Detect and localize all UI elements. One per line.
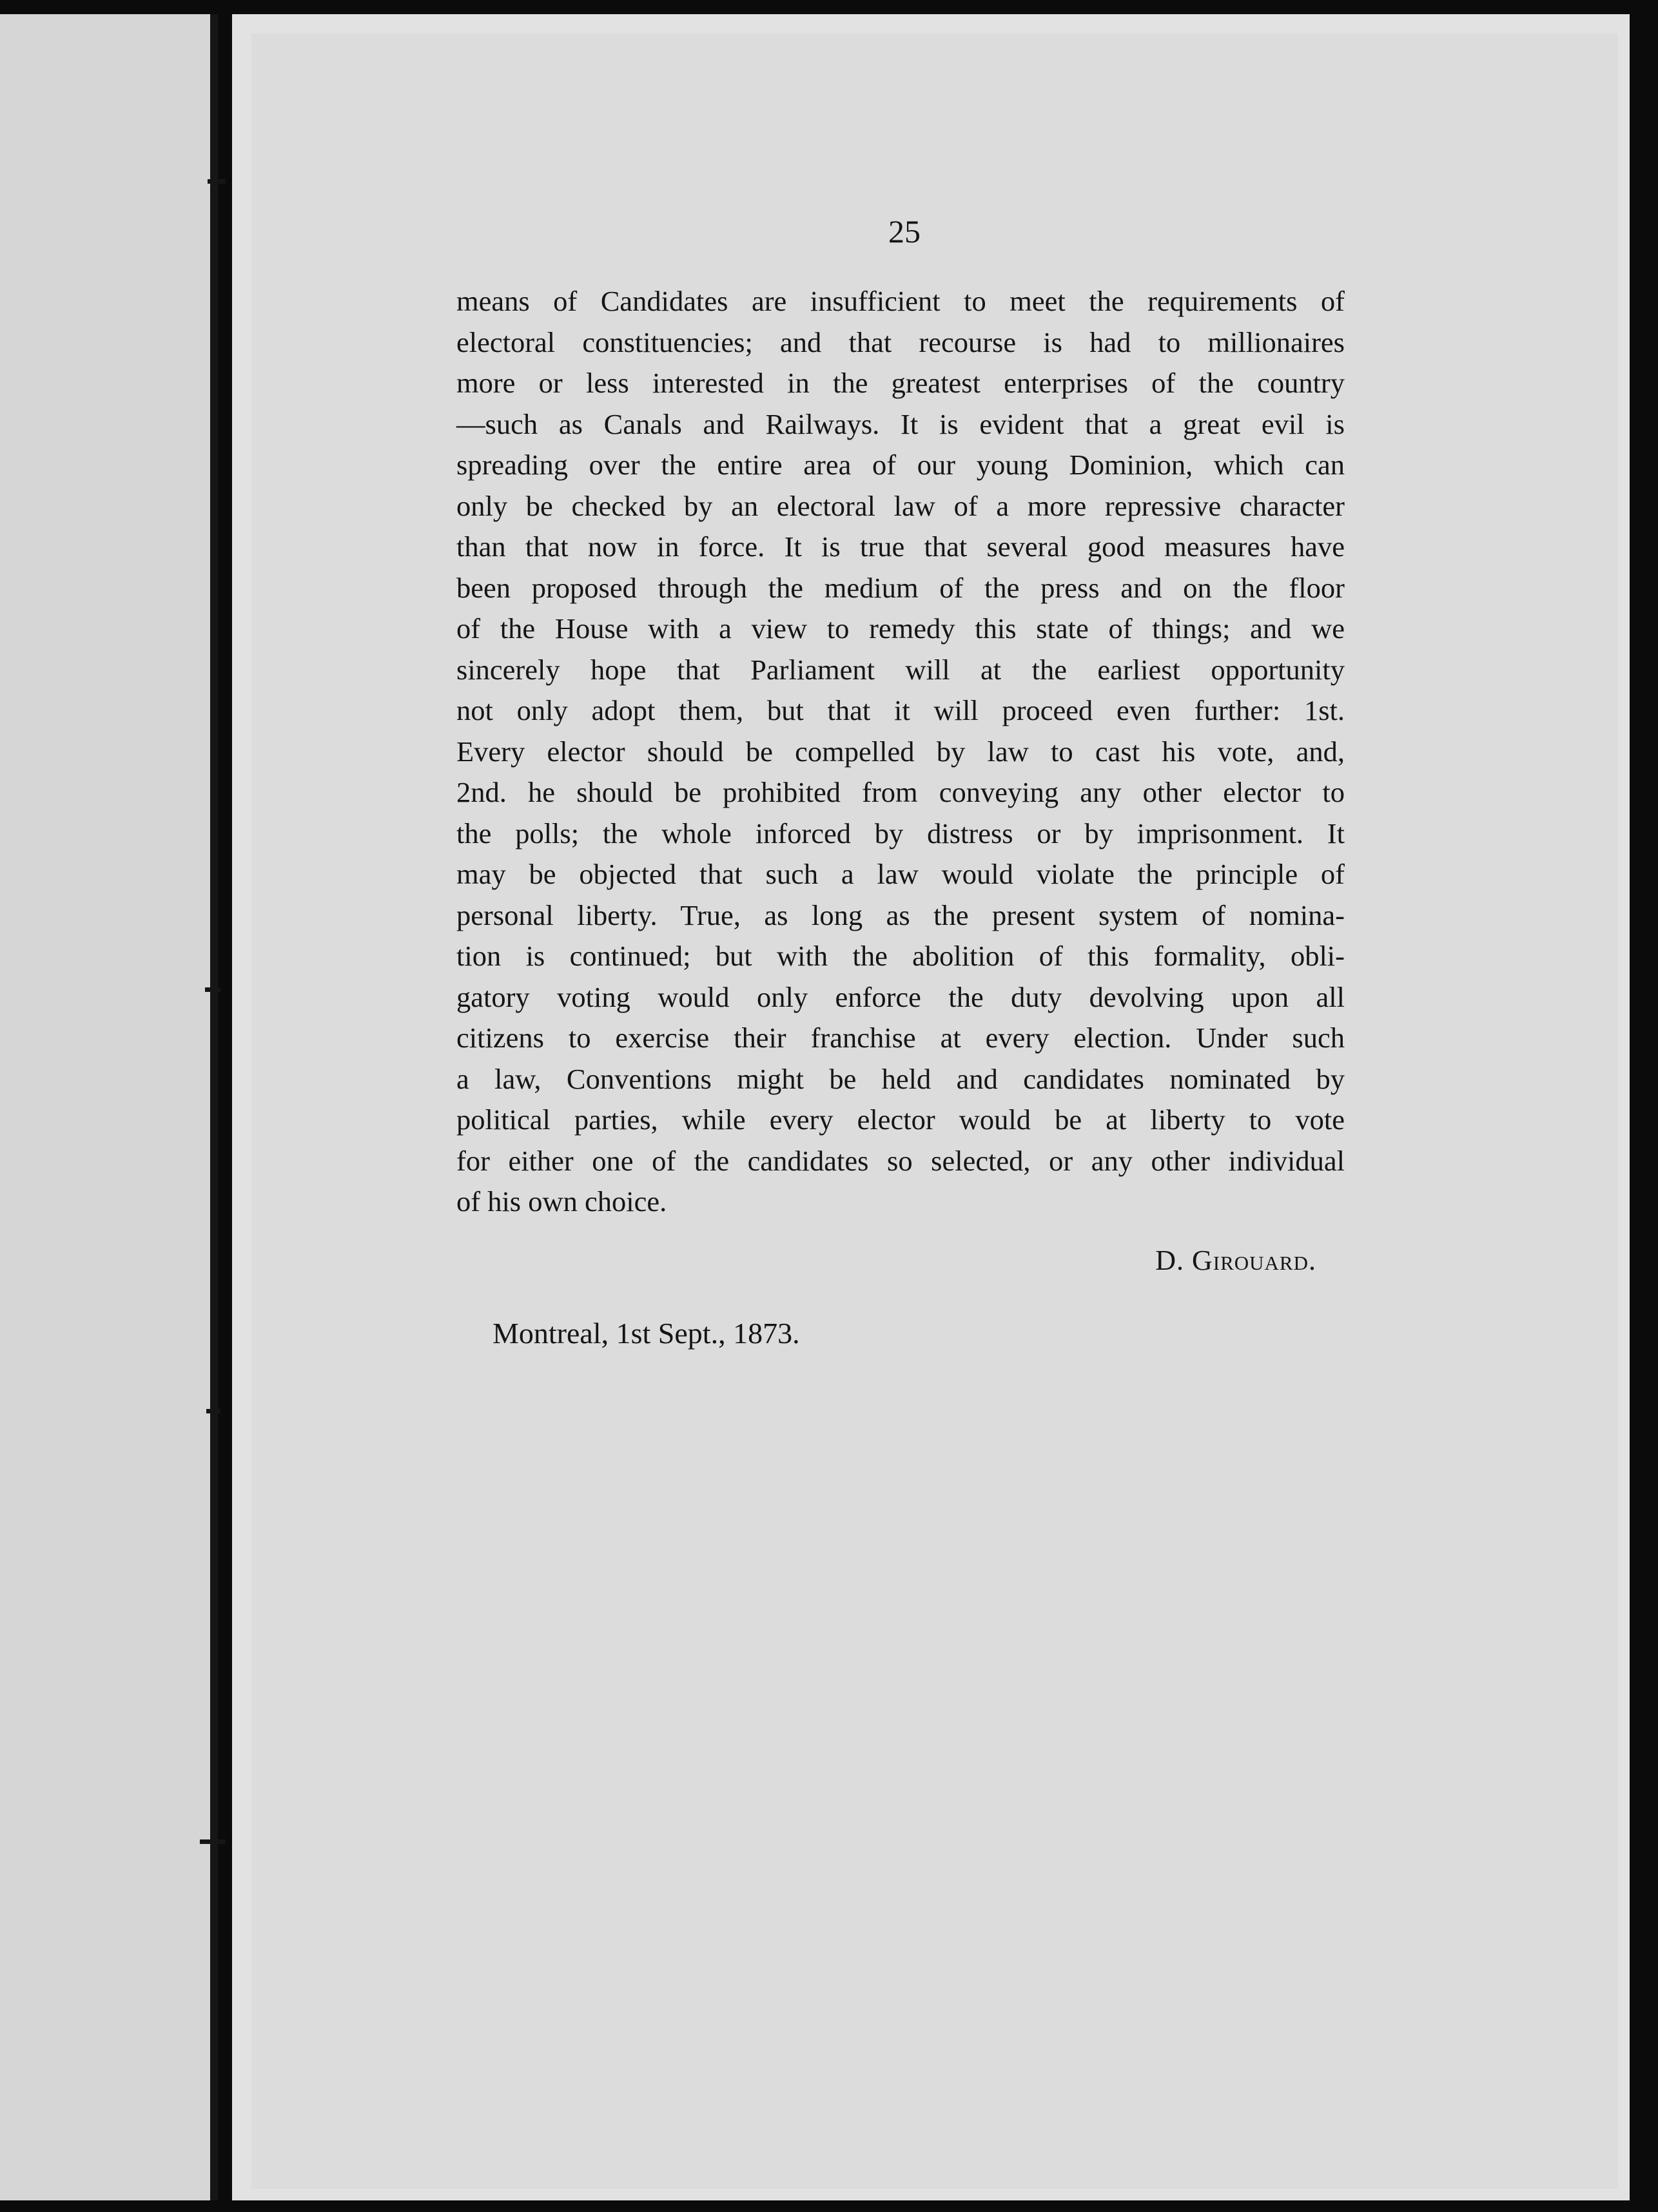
book-spine <box>210 14 218 2200</box>
text-line: Every elector should be compelled by law to cast his vote, and, <box>456 735 1345 768</box>
text-line: a law, Conventions might be held and candidates nominated by <box>456 1062 1345 1095</box>
text-line: tion is continued; but with the abolition of this formality, obli- <box>456 940 1345 972</box>
text-line: for either one of the candidates so selected, or any other individual <box>456 1144 1345 1177</box>
author-signature: D. Girouard. <box>1155 1245 1316 1276</box>
dateline: Montreal, 1st Sept., 1873. <box>493 1317 800 1350</box>
text-line: not only adopt them, but that it will proceed even further: 1st. <box>456 694 1345 726</box>
text-line: means of Candidates are insufficient to meet the requirements of <box>456 285 1345 317</box>
text-line: only be checked by an electoral law of a more repressive character <box>456 489 1345 522</box>
text-line: sincerely hope that Parliament will at the earliest opportunity <box>456 653 1345 686</box>
text-line: 2nd. he should be prohibited from conveying any other elector to <box>456 776 1345 808</box>
text-line: gatory voting would only enforce the duty devolving upon all <box>456 980 1345 1013</box>
text-line: spreading over the entire area of our young Dominion, which can <box>456 449 1345 481</box>
text-line: personal liberty. True, as long as the present system of nomina- <box>456 898 1345 931</box>
text-line: more or less interested in the greatest enterprises of the country <box>456 367 1345 399</box>
spine-mark <box>206 1409 220 1413</box>
facing-page-edge <box>0 14 213 2200</box>
text-line: citizens to exercise their franchise at every election. Under such <box>456 1022 1345 1054</box>
text-line: than that now in force. It is true that several good measures have <box>456 530 1345 563</box>
page-number: 25 <box>888 213 921 249</box>
text-line: been proposed through the medium of the press and on the floor <box>456 571 1345 604</box>
spine-mark <box>200 1839 226 1844</box>
text-line: political parties, while every elector would be at liberty to vote <box>456 1103 1345 1136</box>
text-line: electoral constituencies; and that recourse is had to millionaires <box>456 325 1345 358</box>
text-line: of the House with a view to remedy this state of things; and we <box>456 612 1345 645</box>
text-line: the polls; the whole inforced by distress or by imprisonment. It <box>456 817 1345 849</box>
text-line: may be objected that such a law would violate the principle of <box>456 858 1345 890</box>
text-line: —such as Canals and Railways. It is evident that a great evil is <box>456 407 1345 440</box>
spine-mark <box>205 987 220 992</box>
text-line: of his own choice. <box>456 1185 667 1218</box>
body-paragraph <box>456 281 1345 1223</box>
spine-mark <box>208 179 226 184</box>
